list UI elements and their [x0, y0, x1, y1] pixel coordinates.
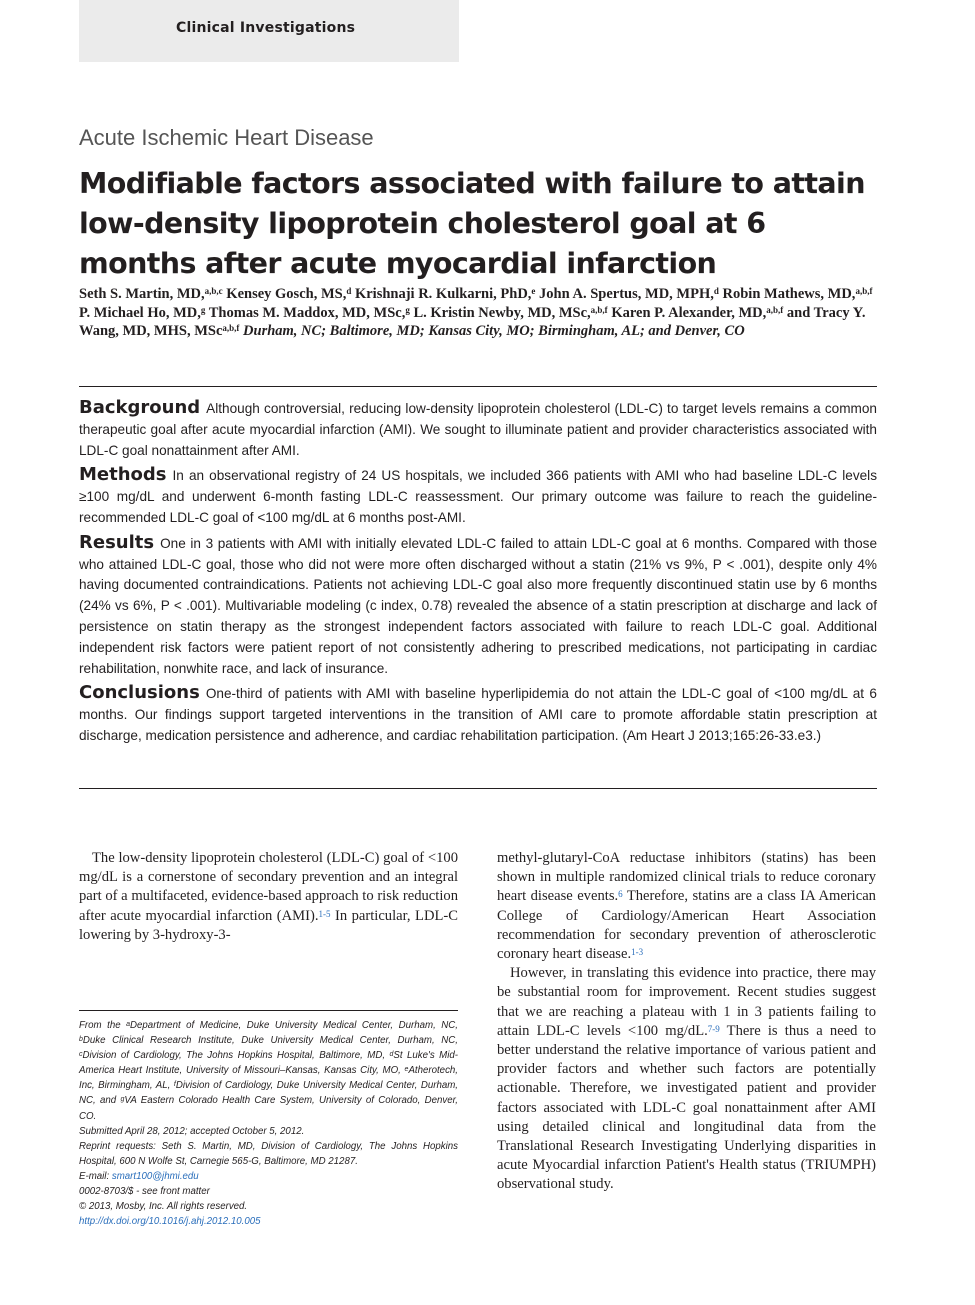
body-paragraph	[497, 849, 876, 964]
footnote-text: Division of Cardiology, The Johns Hopkins Hospital, Baltimore, MD,	[82, 1050, 390, 1062]
reference-link[interactable]: 6	[618, 889, 623, 900]
footnote-text: Department of Medicine, Duke University Medical Center, Durham, NC,	[130, 1020, 458, 1031]
body-text: Therefore, statins are a class IA American College of Cardiology/American Heart Association recommendation for secondary prevention of atherosclerotic coronary heart disease.	[497, 888, 876, 963]
author-affiliation: a,b,f	[766, 304, 784, 315]
reference-link[interactable]: 7-9	[707, 1023, 720, 1034]
email-note	[79, 1169, 458, 1184]
abstract-methods-heading: Methods	[79, 464, 167, 486]
footnote-text: Division of Cardiology, Duke University Medical Center, Durham, NC, and	[79, 1080, 458, 1107]
author-name: Kensey Gosch, MS,	[226, 286, 347, 302]
email-label: E-mail:	[79, 1170, 112, 1182]
abstract-bottom-rule	[79, 788, 877, 789]
affiliation-key: c	[79, 1051, 83, 1059]
author-name: L. Kristin Newby, MD, MSc,	[413, 304, 591, 321]
author-locations: Durham, NC; Baltimore, MD; Kansas City, MO; Birmingham, AL; and Denver, CO	[243, 323, 745, 339]
body-text: In particular, LDL-C lowering by 3-hydroxy-3-	[79, 907, 458, 943]
author-name: Robin Mathews, MD,	[722, 286, 856, 302]
reference-link[interactable]: 1-3	[631, 947, 644, 958]
abstract-background-heading: Background	[79, 397, 201, 418]
author-list	[79, 285, 879, 341]
author-affiliation: d	[346, 286, 352, 296]
body-column-right	[497, 849, 876, 1195]
article-title: Modifiable factors associated with failure to attain low-density lipoprotein cholesterol goal at 6 months after acute myocardial infarction	[79, 167, 865, 280]
abstract-background	[79, 398, 877, 461]
doi-link[interactable]: http://dx.doi.org/10.1016/j.ahj.2012.10.005	[79, 1216, 261, 1228]
abstract-top-rule	[79, 386, 877, 387]
footnote-rule	[79, 1010, 458, 1011]
abstract-conclusions-heading: Conclusions	[79, 682, 200, 704]
submitted-note: Submitted April 28, 2012; accepted October 5, 2012.	[79, 1125, 305, 1137]
author-name: and Tracy Y. Wang, MD, MHS, MSc	[79, 304, 866, 339]
affiliation-key: g	[120, 1096, 125, 1104]
abstract	[79, 398, 877, 751]
affiliation-key: a	[126, 1021, 131, 1028]
body-column-left	[79, 849, 458, 945]
journal-section-label: Clinical Investigations	[176, 20, 356, 36]
copyright-note: © 2013, Mosby, Inc. All rights reserved.	[79, 1201, 248, 1213]
abstract-conclusions	[79, 683, 877, 746]
author-affiliation: g	[405, 304, 410, 315]
affiliation-key: d	[389, 1051, 394, 1059]
affiliations-footnote	[79, 1018, 458, 1124]
author-affiliation: e	[531, 286, 536, 296]
abstract-conclusions-text: One-third of patients with AMI with baseline hyperlipidemia do not attain the LDL-C goal of <100 mg/dL at 6 months. Our findings support targeted interventions in the transition of AMI care to promote affordable statin prescription at discharge, medication persistence and adherence, and cardiac rehabilitation participation. (Am Heart J 2013;165:26-33.e3.)	[79, 686, 877, 743]
footnote-text: Atherotech, Inc, Birmingham, AL,	[79, 1065, 458, 1092]
body-text: However, in translating this evidence into practice, there may be substantial room for improvement. Recent studies suggest that we are reaching a plateau with 1 in 3 patients failing to attain LDL-C levels <100 mg/dL.	[497, 965, 876, 1039]
body-text: The low-density lipoprotein cholesterol (LDL-C) goal of <100 mg/dL is a cornerstone of secondary prevention and an integral part of a multifaceted, evidence-based approach to risk reduction after acute myocardial infarction (AMI).	[79, 850, 458, 924]
footnote-text: VA Eastern Colorado Health Care System, University of Colorado, Denver, CO.	[79, 1095, 459, 1122]
reprint-note: Reprint requests: Seth S. Martin, MD, Division of Cardiology, The Johns Hopkins Hospital, 600 N Wolfe St, Carnegie 565-G, Baltimore, MD 21287.	[79, 1140, 458, 1167]
footnotes	[79, 1018, 458, 1229]
footnote-text: St Luke's Mid-America Heart Institute, University of Missouri–Kansas, Kansas City, MO,	[79, 1050, 458, 1077]
abstract-background-text: Although controversial, reducing low-density lipoprotein cholesterol (LDL-C) to target levels remains a common therapeutic goal after acute myocardial infarction (AMI). We sought to illuminate patient and provider characteristics associated with LDL-C goal nonattainment after AMI.	[79, 401, 877, 458]
body-text: methyl-glutaryl-CoA reductase inhibitors (statins) has been shown in multiple randomized clinical trials to reduce coronary heart disease events.	[497, 850, 876, 905]
abstract-methods-text: In an observational registry of 24 US hospitals, we included 366 patients with AMI who had baseline LDL-C levels ≥100 mg/dL and underwent 6-month fasting LDL-C reassessment. Our primary outcome was failure to reach the guideline-recommended LDL-C goal of <100 mg/dL at 6 months post-AMI.	[79, 468, 877, 525]
footnote-text: From the	[79, 1020, 127, 1031]
author-name: Karen P. Alexander, MD,	[611, 304, 767, 321]
body-paragraph	[497, 964, 876, 1194]
body-text: There is thus a need to better understand the relative importance of various patient and provider factors and whether such factors are potentially actionable. Therefore, we investigated patient and provider factors associated with LDL-C goal nonattainment after AMI using detailed clinical and longitudinal data from the Translational Research Investigating Underlying disparities in acute Myocardial infarction Patient's Health status (TRIUMPH) observational study.	[497, 1022, 876, 1193]
journal-section-band	[79, 0, 459, 62]
affiliation-key: f	[173, 1081, 176, 1089]
author-name: P. Michael Ho, MD,	[79, 304, 201, 321]
author-affiliation: g	[200, 304, 206, 315]
author-affiliation: a,b,f	[855, 286, 873, 296]
reference-link[interactable]: 1-5	[318, 908, 331, 919]
author-name: Seth S. Martin, MD,	[79, 286, 205, 302]
author-affiliation: a,b,f	[590, 304, 608, 315]
footnote-text: Duke Clinical Research Institute, Duke University Medical Center, Durham, NC,	[82, 1035, 458, 1047]
email-link[interactable]: smart100@jhmi.edu	[111, 1170, 199, 1182]
author-affiliation: a,b,f	[222, 323, 240, 333]
abstract-results-text: One in 3 patients with AMI with initially elevated LDL-C failed to attain LDL-C goal at 6 months. Compared with those who attained LDL-C goal, those who did not were more often discharged without a statin (21% vs 9%, P < .001), despite only 4% having documented contraindications. Patients not achieving LDL-C goal also more frequently discontinued statin use by 6 months (24% vs 6%, P < .001). Multivariable modeling (c index, 0.78) revealed the absence of a statin prescription at discharge and lack of persistence on statin therapy as the strongest independent factors associated with failure to reach LDL-C goal. Additional independent risk factors were patient report of not consistently adhering to prescribed medications, not participating in cardiac rehabilitation, nonwhite race, and lack of insurance.	[79, 535, 877, 676]
author-affiliation: a,b,c	[204, 286, 223, 296]
affiliation-key: e	[404, 1066, 409, 1074]
abstract-results-heading: Results	[79, 531, 155, 553]
affiliation-key: b	[79, 1036, 83, 1044]
abstract-results	[79, 533, 877, 680]
author-affiliation: d	[713, 286, 719, 296]
author-name: Krishnaji R. Kulkarni, PhD,	[354, 286, 532, 302]
author-name: Thomas M. Maddox, MD, MSc,	[208, 304, 406, 321]
issn-note: 0002-8703/$ - see front matter	[79, 1186, 210, 1198]
body-paragraph	[79, 849, 458, 945]
abstract-methods	[79, 465, 877, 528]
author-name: John A. Spertus, MD, MPH,	[539, 286, 714, 302]
section-label: Acute Ischemic Heart Disease	[79, 125, 374, 150]
